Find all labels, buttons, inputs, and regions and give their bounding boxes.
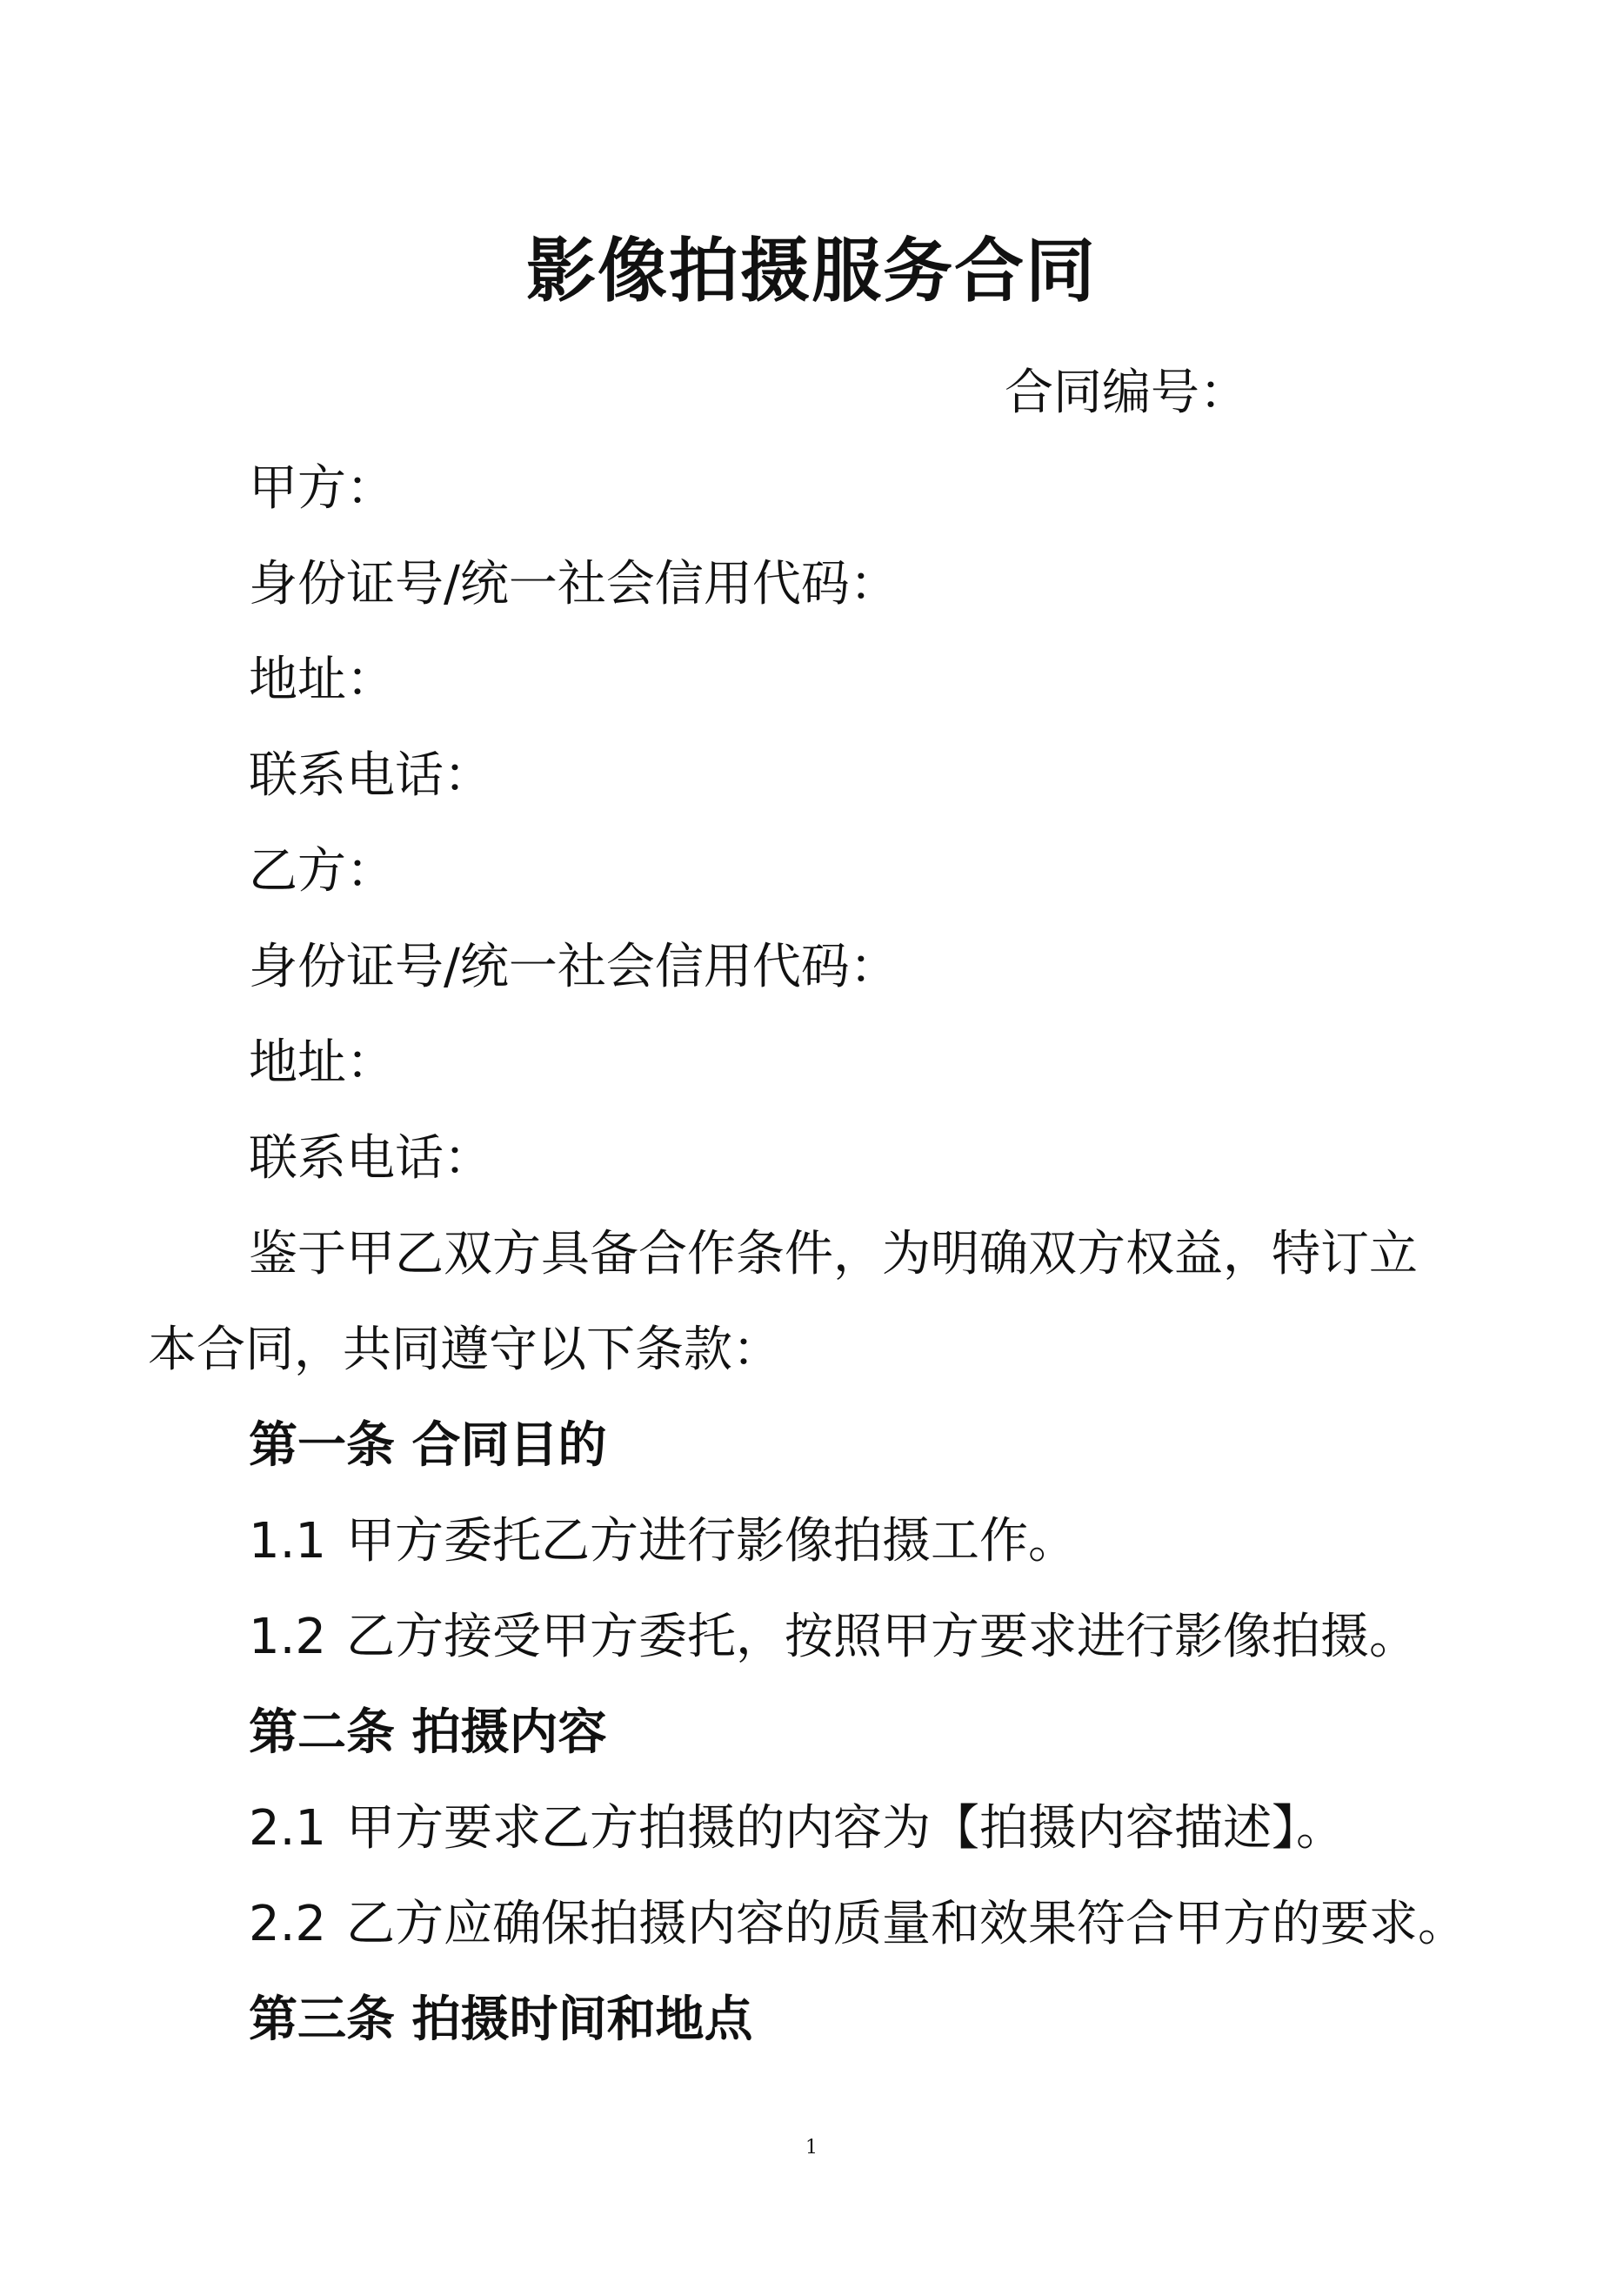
clause-text: 乙方接受甲方委托，按照甲方要求进行影像拍摄。 [346, 1609, 1418, 1665]
party-b-id-label: 身份证号/统一社会信用代码： [249, 939, 898, 995]
clause-2-1 [249, 1794, 1345, 1864]
clause-text: 甲方委托乙方进行影像拍摄工作。 [346, 1513, 1077, 1570]
clause-text: 甲方要求乙方拍摄的内容为【拍摄内容描述】。 [346, 1800, 1345, 1857]
clause-number: 1.2 [249, 1609, 327, 1665]
clause-2-2 [249, 1890, 1466, 1959]
party-a-id-label: 身份证号/统一社会信用代码： [249, 556, 898, 612]
article-2-heading: 第二条 拍摄内容 [249, 1704, 607, 1761]
contract-number-label: 合同编号： [1005, 365, 1248, 421]
preamble-line-2: 本合同，共同遵守以下条款： [148, 1322, 781, 1378]
clause-1-1 [249, 1507, 1077, 1576]
clause-1-2 [249, 1603, 1418, 1672]
party-a-label: 甲方： [249, 460, 395, 517]
clause-number: 1.1 [249, 1513, 327, 1570]
preamble-line-1: 鉴于甲乙双方具备合作条件，为明确双方权益，特订立 [249, 1226, 1418, 1282]
clause-number: 2.2 [249, 1896, 327, 1952]
party-b-phone-label: 联系电话： [249, 1130, 492, 1187]
article-3-heading: 第三条 拍摄时间和地点 [249, 1991, 753, 2048]
party-a-address-label: 地址： [249, 652, 395, 708]
clause-number: 2.1 [249, 1800, 327, 1857]
clause-text: 乙方应确保拍摄内容的质量和效果符合甲方的要求。 [346, 1896, 1466, 1952]
document-title: 影像拍摄服务合同 [526, 231, 1097, 311]
article-1-heading: 第一条 合同目的 [249, 1417, 607, 1474]
party-b-label: 乙方： [249, 843, 395, 900]
party-a-phone-label: 联系电话： [249, 747, 492, 804]
page-number: 1 [805, 2137, 818, 2159]
party-b-address-label: 地址： [249, 1034, 395, 1091]
